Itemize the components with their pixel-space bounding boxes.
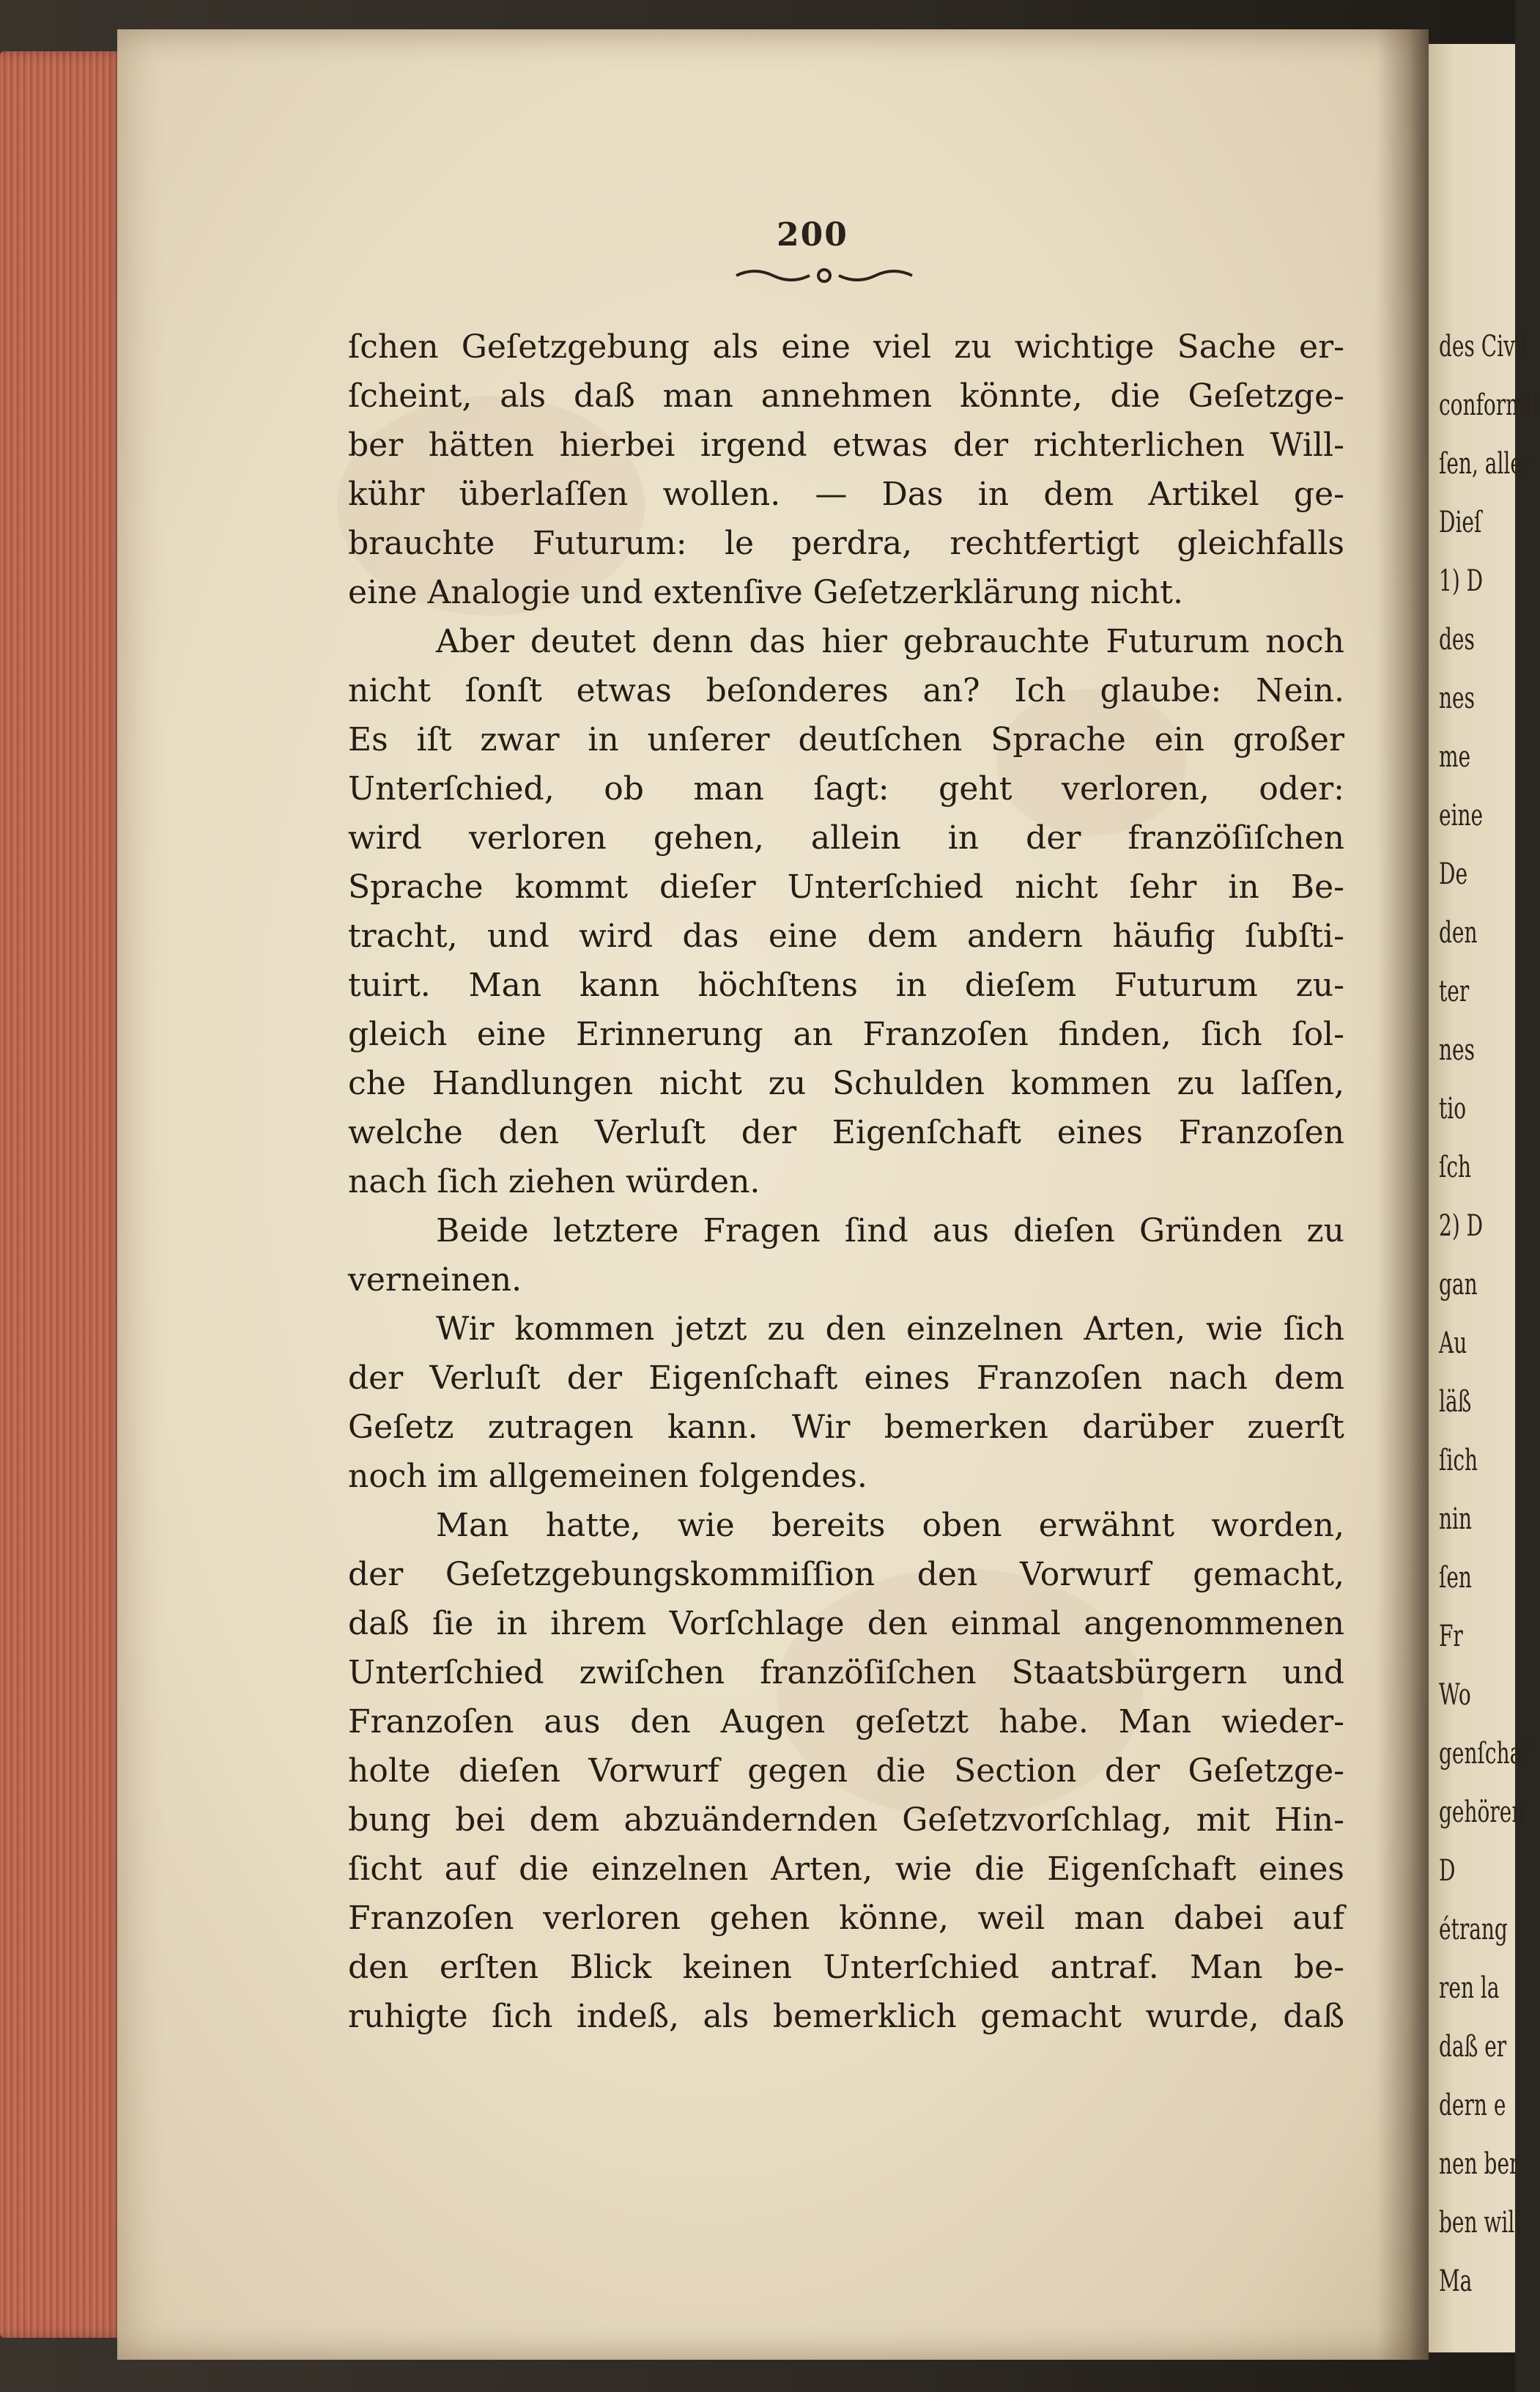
next-page-fragment: daß er: [1439, 2030, 1507, 2064]
text-line: Aber deutet denn das hier gebrauchte Futurum noch: [436, 623, 1344, 660]
next-page-fragment: dern e: [1439, 2089, 1506, 2122]
next-page-fragment: nes: [1439, 1033, 1475, 1067]
text-line: verneinen.: [348, 1261, 522, 1299]
next-page-fragment: läß: [1439, 1385, 1472, 1419]
next-page-fragment: nen ber: [1439, 2147, 1519, 2181]
next-page-fragment: ſich: [1439, 1444, 1478, 1477]
text-line: Unterſchied, ob man ſagt: geht verloren, oder:: [348, 770, 1344, 808]
text-line: wird verloren gehen, allein in der franzöſiſchen: [348, 819, 1344, 857]
next-page-fragment: ſch: [1439, 1151, 1472, 1184]
text-line: noch im allgemeinen folgendes.: [348, 1458, 867, 1495]
next-page-fragment: ter: [1439, 975, 1470, 1008]
text-line: der Verluſt der Eigenſchaft eines Franzoſen nach dem: [348, 1359, 1344, 1397]
gutter-shadow: [1377, 29, 1429, 2360]
body-text: [348, 322, 1344, 2041]
text-line: Beide letztere Fragen ſind aus dieſen Gründen zu: [436, 1212, 1344, 1249]
next-page-fragment: ſen, aller: [1439, 447, 1533, 481]
text-line: ruhigte ſich indeß, als bemerklich gemacht wurde, daß: [348, 1998, 1344, 2035]
text-line: welche den Verluſt der Eigenſchaft eines Franzoſen: [348, 1114, 1344, 1151]
text-line: che Handlungen nicht zu Schulden kommen zu laſſen,: [348, 1065, 1344, 1102]
text-line: nach ſich ziehen würden.: [348, 1163, 760, 1200]
text-line: brauchte Futurum: le perdra, rechtfertigt gleichfalls: [348, 525, 1344, 562]
next-page-fragment: Ma: [1439, 2264, 1473, 2298]
text-line: Unterſchied zwiſchen franzöſiſchen Staatsbürgern und: [348, 1654, 1344, 1691]
text-line: nicht ſonſt etwas beſonderes an? Ich glaube: Nein.: [348, 672, 1344, 709]
next-page-fragment: me: [1439, 740, 1471, 774]
text-line: bung bei dem abzuändernden Geſetzvorſchlag, mit Hin-: [348, 1801, 1344, 1839]
next-page-fragment: ben will: [1439, 2206, 1522, 2240]
next-page-fragment: eine: [1439, 799, 1484, 833]
next-page-fragment: Fr: [1439, 1620, 1463, 1653]
next-page-fragment: genſchaf: [1439, 1737, 1530, 1771]
next-page-fragment: Wo: [1439, 1678, 1471, 1712]
text-line: kühr überlaſſen wollen. — Das in dem Artikel ge-: [348, 476, 1344, 513]
text-line: Franzoſen verloren gehen könne, weil man dabei auf: [348, 1900, 1344, 1937]
next-page-fragment: tio: [1439, 1092, 1467, 1126]
next-page-fragment: nin: [1439, 1502, 1473, 1536]
book-page-edges: [0, 51, 125, 2338]
text-line: gleich eine Erinnerung an Franzoſen finden, ſich ſol-: [348, 1016, 1344, 1053]
text-line: ſicht auf die einzelnen Arten, wie die Eigenſchaft eines: [348, 1850, 1344, 1888]
text-line: daß ſie in ihrem Vorſchlage den einmal angenommenen: [348, 1605, 1344, 1642]
text-line: ber hätten hierbei irgend etwas der richterlichen Will-: [348, 427, 1344, 464]
text-line: eine Analogie und extenſive Geſetzerklärung nicht.: [348, 574, 1183, 611]
next-page-fragment: den: [1439, 916, 1478, 950]
next-page-strip: [1429, 44, 1540, 2352]
text-line: tuirt. Man kann höchſtens in dieſem Futurum zu-: [348, 967, 1344, 1004]
text-line: Sprache kommt dieſer Unterſchied nicht ſehr in Be-: [348, 868, 1344, 906]
next-page-fragment: ſen: [1439, 1561, 1472, 1595]
next-page-fragment: étrang: [1439, 1913, 1508, 1946]
ornament-rule: [733, 264, 916, 286]
text-line: Franzoſen aus den Augen geſetzt habe. Man wieder-: [348, 1703, 1344, 1741]
next-page-fragment: des: [1439, 623, 1475, 657]
next-page-fragment: gehören: [1439, 1795, 1525, 1829]
next-page-fragment: De: [1439, 857, 1468, 891]
text-line: Man hatte, wie bereits oben erwähnt worden,: [436, 1507, 1344, 1544]
next-page-fragment: 2) D: [1439, 1209, 1484, 1243]
next-page-fragment: nes: [1439, 682, 1475, 715]
next-page-fragment: des Civil: [1439, 330, 1528, 363]
text-line: ſchen Geſetzgebung als eine viel zu wichtige Sache er-: [348, 328, 1344, 366]
text-line: Wir kommen jetzt zu den einzelnen Arten, wie ſich: [436, 1310, 1344, 1348]
next-page-fragment: Au: [1439, 1326, 1467, 1360]
next-page-fragment: gan: [1439, 1268, 1478, 1302]
next-page-fragment: conformit: [1439, 388, 1540, 422]
text-line: ſcheint, als daß man annehmen könnte, die Geſetzge-: [348, 377, 1344, 415]
text-line: den erſten Blick keinen Unterſchied antraf. Man be-: [348, 1949, 1344, 1986]
next-page-fragment: ren la: [1439, 1971, 1500, 2005]
page-number: 200: [777, 216, 848, 254]
next-page-fragment: 1) D: [1439, 564, 1484, 598]
text-line: Es iſt zwar in unſerer deutſchen Sprache ein großer: [348, 721, 1344, 758]
text-line: holte dieſen Vorwurf gegen die Section der Geſetzge-: [348, 1752, 1344, 1790]
next-page-fragment: D: [1439, 1854, 1456, 1888]
text-line: Geſetz zutragen kann. Wir bemerken darüber zuerſt: [348, 1409, 1344, 1446]
text-line: der Geſetzgebungskommiſſion den Vorwurf gemacht,: [348, 1556, 1344, 1593]
next-page-fragment: Dieſ: [1439, 506, 1482, 539]
text-line: tracht, und wird das eine dem andern häufig ſubſti-: [348, 918, 1344, 955]
